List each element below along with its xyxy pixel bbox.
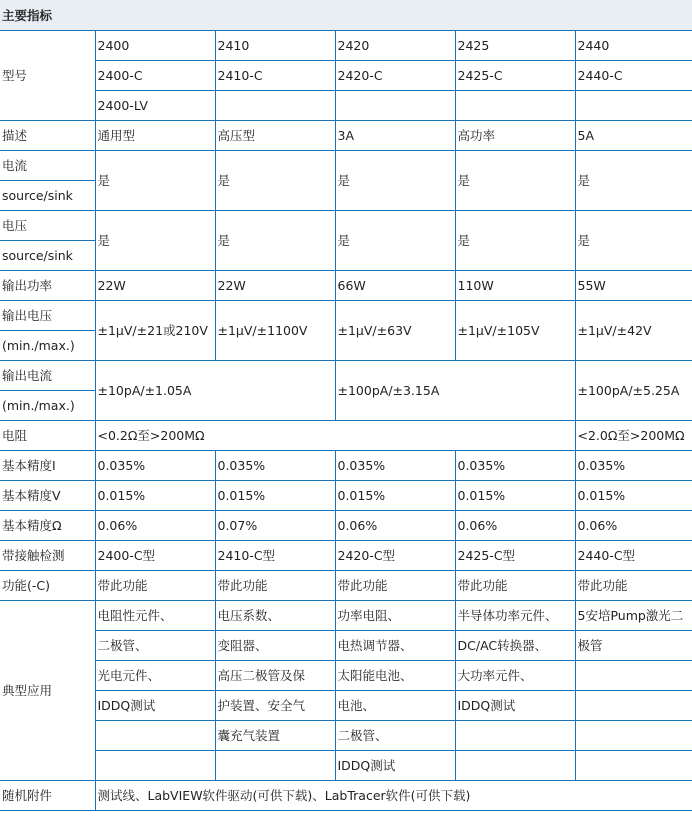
desc-cell: 3A <box>335 121 455 151</box>
model-cell <box>575 91 692 121</box>
app-cell: 电热调节器、 <box>335 631 455 661</box>
desc-cell: 高功率 <box>455 121 575 151</box>
app-cell <box>575 691 692 721</box>
app-cell <box>575 661 692 691</box>
res-cell: <0.2Ω至>200MΩ <box>95 421 575 451</box>
app-cell: 太阳能电池、 <box>335 661 455 691</box>
acc-r-cell: 0.06% <box>95 511 215 541</box>
app-cell: 5安培Pump激光二 <box>575 601 692 631</box>
current-label-sub: source/sink <box>0 181 95 211</box>
model-cell: 2410 <box>215 31 335 61</box>
desc-cell: 高压型 <box>215 121 335 151</box>
model-cell <box>215 91 335 121</box>
acc-r-label: 基本精度Ω <box>0 511 95 541</box>
acc-r-cell: 0.06% <box>575 511 692 541</box>
app-cell: 高压二极管及保 <box>215 661 335 691</box>
app-cell: 电压系数、 <box>215 601 335 631</box>
res-label: 电阻 <box>0 421 95 451</box>
outi-row-1 <box>0 361 692 391</box>
app-cell <box>215 751 335 781</box>
app-cell: IDDQ测试 <box>95 691 215 721</box>
acc-v-cell: 0.015% <box>215 481 335 511</box>
voltage-cell: 是 <box>455 211 575 271</box>
outi-label: 输出电流 <box>0 361 95 391</box>
acc-v-cell: 0.015% <box>455 481 575 511</box>
model-cell <box>455 91 575 121</box>
outi-cell: ±100pA/±3.15A <box>335 361 575 421</box>
voltage-cell: 是 <box>215 211 335 271</box>
model-cell: 2425-C <box>455 61 575 91</box>
app-cell: 极管 <box>575 631 692 661</box>
app-cell <box>575 751 692 781</box>
voltage-label: 电压 <box>0 211 95 241</box>
outv-cell: ±1μV/±21或210V <box>95 301 215 361</box>
app-cell: 护装置、安全气 <box>215 691 335 721</box>
app-cell: 光电元件、 <box>95 661 215 691</box>
app-cell: 二极管、 <box>335 721 455 751</box>
contact-cell: 带此功能 <box>215 571 335 601</box>
voltage-cell: 是 <box>575 211 692 271</box>
outi-cell: ±100pA/±5.25A <box>575 361 692 421</box>
outv-row-1 <box>0 301 692 331</box>
acc-v-cell: 0.015% <box>575 481 692 511</box>
acc-i-label: 基本精度I <box>0 451 95 481</box>
outv-cell: ±1μV/±1100V <box>215 301 335 361</box>
app-cell <box>455 721 575 751</box>
model-cell: 2400-C <box>95 61 215 91</box>
model-cell: 2425 <box>455 31 575 61</box>
acc-v-row <box>0 481 692 511</box>
contact-cell: 2420-C型 <box>335 541 455 571</box>
contact-cell: 2440-C型 <box>575 541 692 571</box>
desc-cell: 5A <box>575 121 692 151</box>
outv-label-sub: (min./max.) <box>0 331 95 361</box>
voltage-cell: 是 <box>335 211 455 271</box>
model-row-1 <box>0 31 692 61</box>
power-row <box>0 271 692 301</box>
power-cell: 55W <box>575 271 692 301</box>
app-cell <box>575 721 692 751</box>
app-cell <box>95 721 215 751</box>
outv-cell: ±1μV/±63V <box>335 301 455 361</box>
accessories-label: 随机附件 <box>0 781 95 811</box>
acc-v-cell: 0.015% <box>95 481 215 511</box>
power-cell: 110W <box>455 271 575 301</box>
accessories-row <box>0 781 692 811</box>
contact-cell: 2400-C型 <box>95 541 215 571</box>
model-row-2 <box>0 61 692 91</box>
contact-cell: 带此功能 <box>455 571 575 601</box>
accessories-cell: 测试线、LabVIEW软件驱动(可供下载)、LabTracer软件(可供下载) <box>95 781 692 811</box>
contact-label-sub: 功能(-C) <box>0 571 95 601</box>
contact-label: 带接触检测 <box>0 541 95 571</box>
res-cell: <2.0Ω至>200MΩ <box>575 421 692 451</box>
acc-i-cell: 0.035% <box>95 451 215 481</box>
app-row-5 <box>0 721 692 751</box>
app-cell <box>95 751 215 781</box>
model-cell: 2410-C <box>215 61 335 91</box>
app-cell: 囊充气装置 <box>215 721 335 751</box>
app-row-6 <box>0 751 692 781</box>
power-cell: 22W <box>95 271 215 301</box>
voltage-cell: 是 <box>95 211 215 271</box>
outv-label: 输出电压 <box>0 301 95 331</box>
app-row-3 <box>0 661 692 691</box>
outi-label-sub: (min./max.) <box>0 391 95 421</box>
res-row <box>0 421 692 451</box>
acc-i-row <box>0 451 692 481</box>
contact-cell: 带此功能 <box>335 571 455 601</box>
app-label: 典型应用 <box>0 601 95 781</box>
contact-row-1 <box>0 541 692 571</box>
outv-cell: ±1μV/±105V <box>455 301 575 361</box>
outi-cell: ±10pA/±1.05A <box>95 361 335 421</box>
app-cell: 半导体功率元件、 <box>455 601 575 631</box>
voltage-row-1 <box>0 211 692 241</box>
acc-r-row <box>0 511 692 541</box>
acc-i-cell: 0.035% <box>575 451 692 481</box>
voltage-label-sub: source/sink <box>0 241 95 271</box>
current-row-1 <box>0 151 692 181</box>
acc-r-cell: 0.07% <box>215 511 335 541</box>
app-cell: 电阻性元件、 <box>95 601 215 631</box>
acc-i-cell: 0.035% <box>455 451 575 481</box>
app-cell: 电池、 <box>335 691 455 721</box>
contact-cell: 2410-C型 <box>215 541 335 571</box>
contact-cell: 2425-C型 <box>455 541 575 571</box>
model-cell: 2400 <box>95 31 215 61</box>
contact-cell: 带此功能 <box>575 571 692 601</box>
acc-i-cell: 0.035% <box>215 451 335 481</box>
model-cell: 2420 <box>335 31 455 61</box>
desc-cell: 通用型 <box>95 121 215 151</box>
current-cell: 是 <box>455 151 575 211</box>
model-cell <box>335 91 455 121</box>
table-header <box>0 0 692 31</box>
app-cell <box>455 751 575 781</box>
model-cell: 2420-C <box>335 61 455 91</box>
power-cell: 22W <box>215 271 335 301</box>
desc-row <box>0 121 692 151</box>
power-label: 输出功率 <box>0 271 95 301</box>
current-cell: 是 <box>335 151 455 211</box>
model-cell: 2440-C <box>575 61 692 91</box>
app-row-2 <box>0 631 692 661</box>
model-cell: 2400-LV <box>95 91 215 121</box>
model-label: 型号 <box>0 31 95 121</box>
model-cell: 2440 <box>575 31 692 61</box>
contact-cell: 带此功能 <box>95 571 215 601</box>
app-row-4 <box>0 691 692 721</box>
app-row-1 <box>0 601 692 631</box>
power-cell: 66W <box>335 271 455 301</box>
acc-r-cell: 0.06% <box>455 511 575 541</box>
current-cell: 是 <box>95 151 215 211</box>
app-cell: IDDQ测试 <box>455 691 575 721</box>
app-cell: 二极管、 <box>95 631 215 661</box>
acc-i-cell: 0.035% <box>335 451 455 481</box>
outv-cell: ±1μV/±42V <box>575 301 692 361</box>
app-cell: 变阻器、 <box>215 631 335 661</box>
app-cell: 大功率元件、 <box>455 661 575 691</box>
current-cell: 是 <box>575 151 692 211</box>
app-cell: IDDQ测试 <box>335 751 455 781</box>
acc-v-label: 基本精度V <box>0 481 95 511</box>
current-cell: 是 <box>215 151 335 211</box>
app-cell: DC/AC转换器、 <box>455 631 575 661</box>
acc-r-cell: 0.06% <box>335 511 455 541</box>
model-row-3 <box>0 91 692 121</box>
acc-v-cell: 0.015% <box>335 481 455 511</box>
current-label: 电流 <box>0 151 95 181</box>
table-title: 主要指标 <box>0 0 692 31</box>
contact-row-2 <box>0 571 692 601</box>
desc-label: 描述 <box>0 121 95 151</box>
app-cell: 功率电阻、 <box>335 601 455 631</box>
